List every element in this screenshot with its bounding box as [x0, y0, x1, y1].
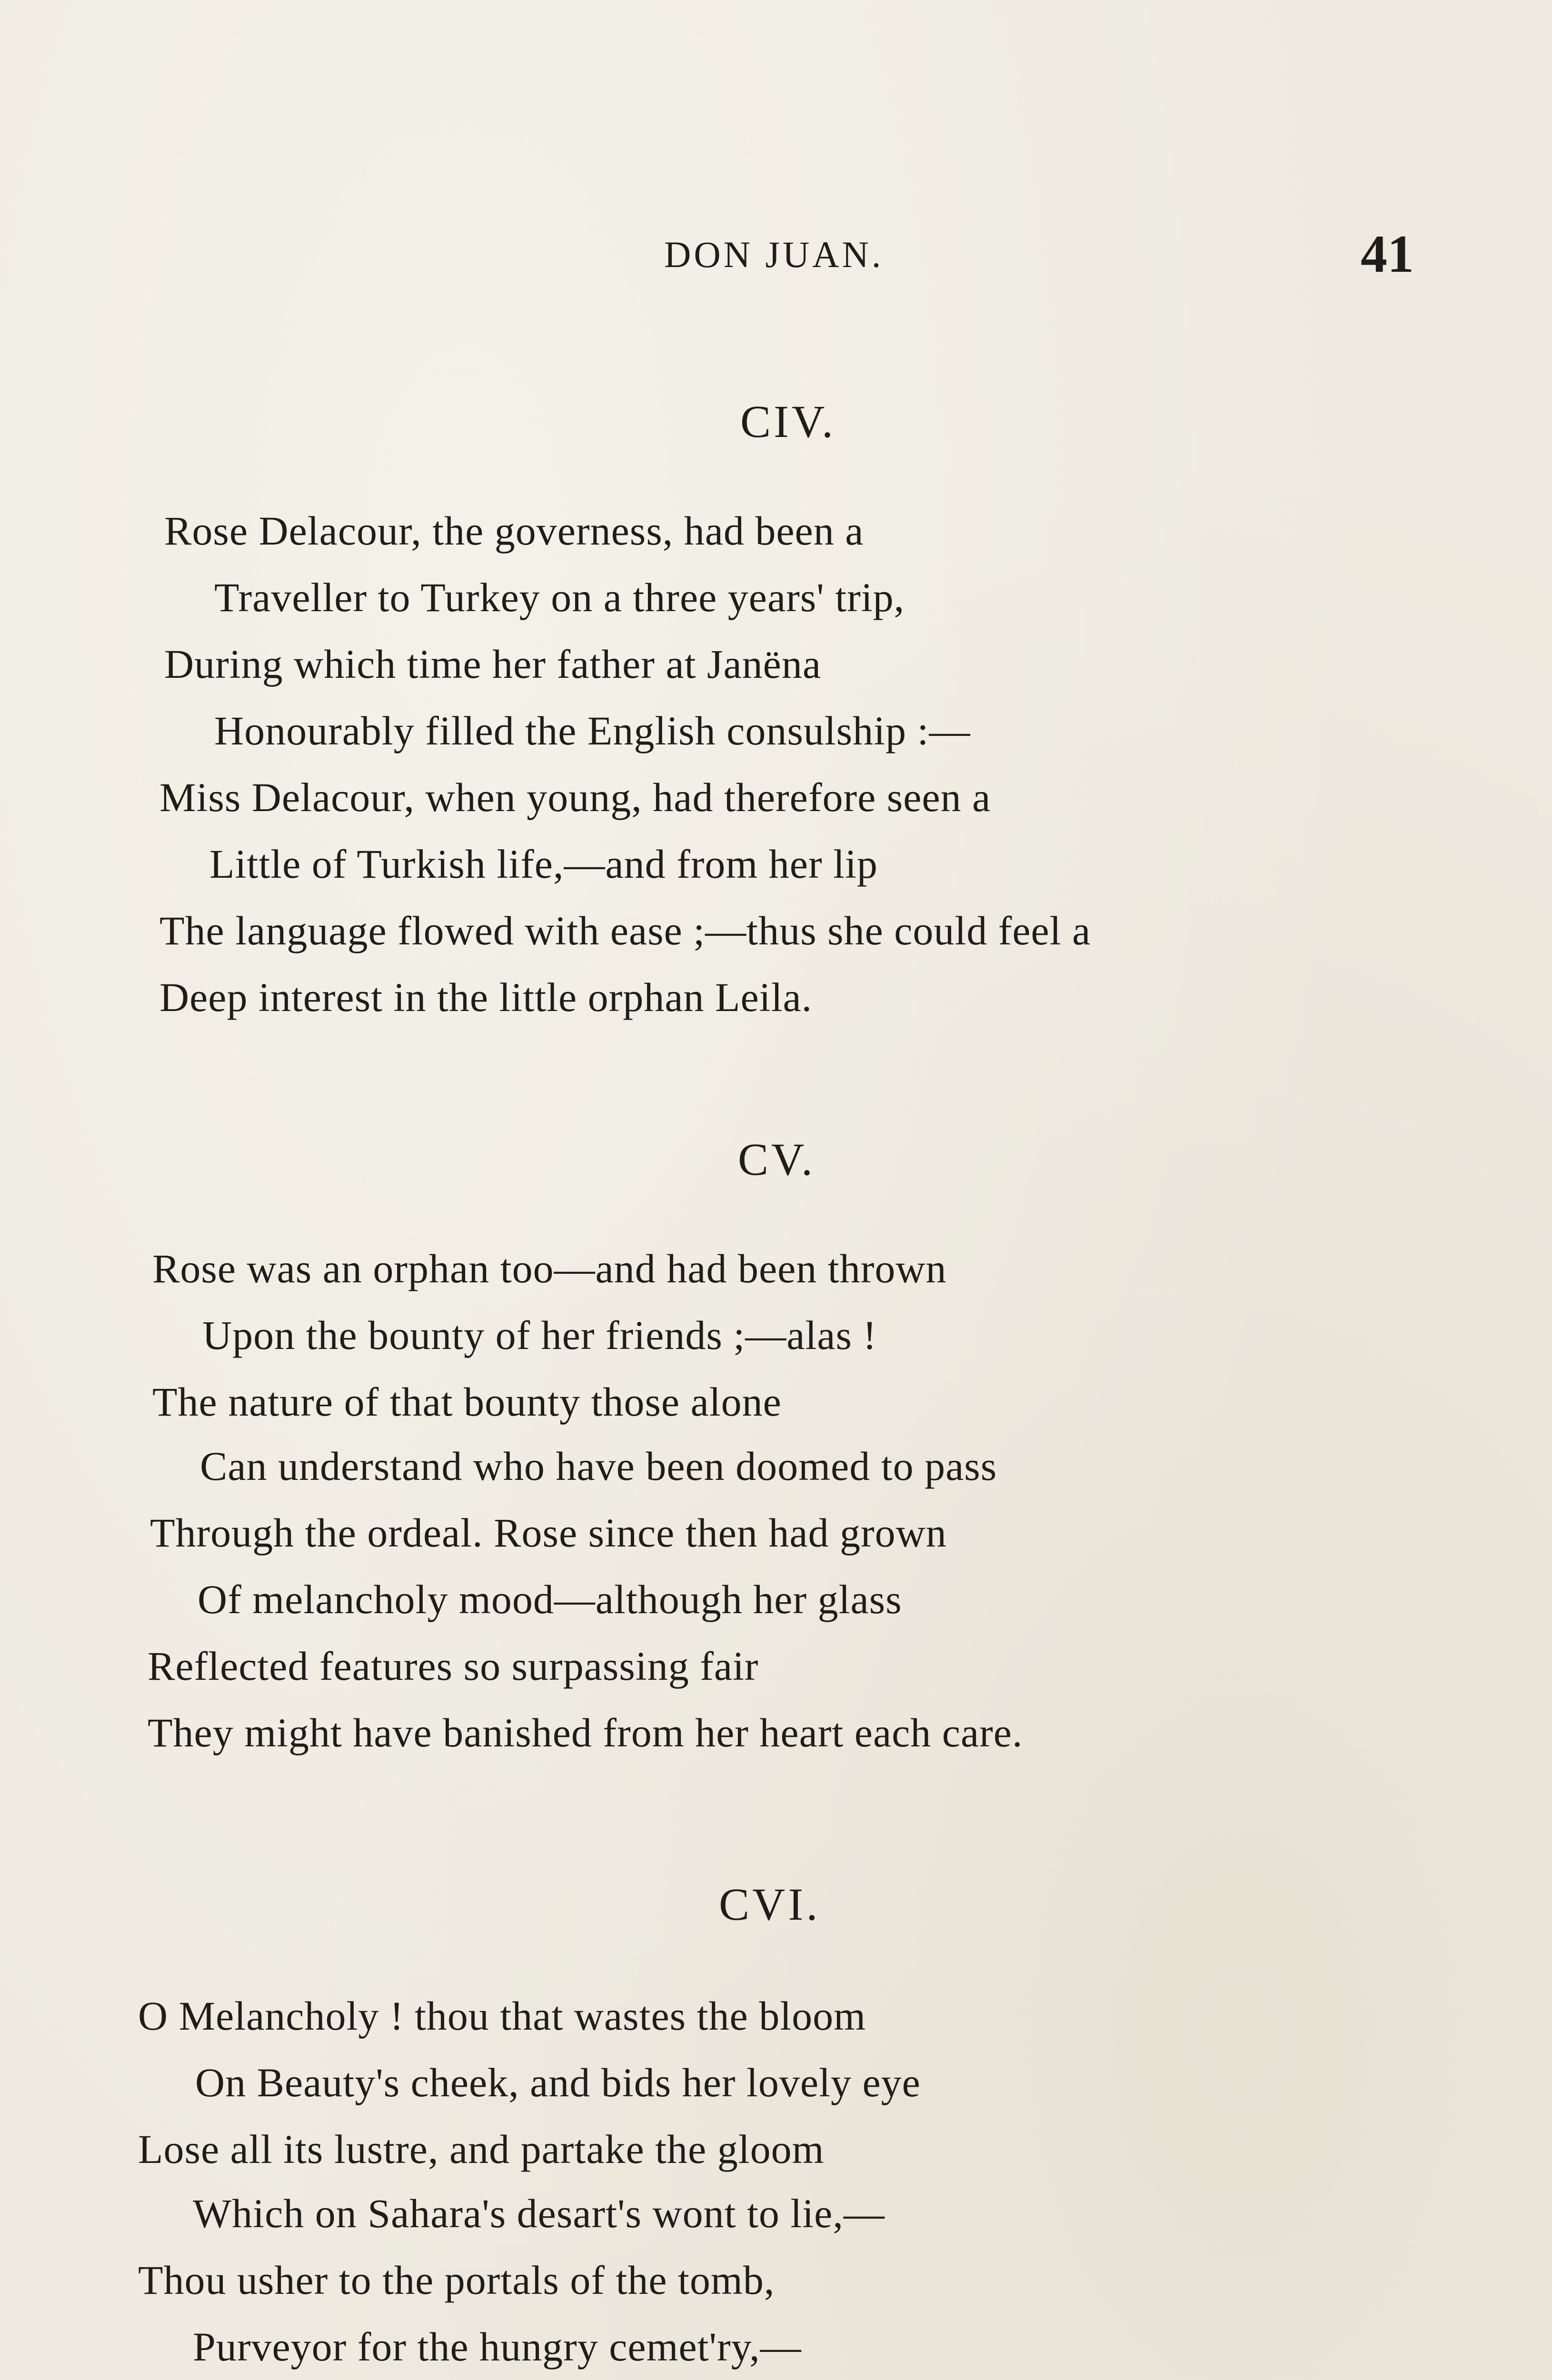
- running-title: DON JUAN.: [664, 234, 884, 275]
- verse-line: Can understand who have been doomed to pass: [200, 1443, 997, 1489]
- stanza-number: CV.: [738, 1134, 816, 1185]
- page-header: [0, 224, 1552, 290]
- verse-line: Reflected features so surpassing fair: [148, 1643, 759, 1689]
- verse-line: Which on Sahara's desart's wont to lie,—: [193, 2191, 885, 2236]
- verse-line: Rose Delacour, the governess, had been a: [164, 508, 864, 554]
- verse-line: Thou usher to the portals of the tomb,: [138, 2257, 775, 2303]
- verse-line: The language flowed with ease ;—thus she could feel a: [159, 908, 1091, 953]
- verse-line: Traveller to Turkey on a three years' trip,: [214, 575, 905, 620]
- stanza-number: CVI.: [719, 1879, 821, 1930]
- verse-line: Upon the bounty of her friends ;—alas !: [202, 1312, 877, 1358]
- verse-line: Rose was an orphan too—and had been thrown: [152, 1246, 947, 1291]
- page-number: 41: [1361, 225, 1414, 284]
- verse-line: Purveyor for the hungry cemet'ry,—: [193, 2324, 802, 2370]
- verse-line: During which time her father at Janëna: [164, 641, 822, 687]
- verse-line: Of melancholy mood—although her glass: [198, 1577, 902, 1622]
- verse-line: Deep interest in the little orphan Leila.: [159, 974, 813, 1020]
- stanza-number: CIV.: [740, 396, 836, 447]
- verse-line: The nature of that bounty those alone: [152, 1379, 782, 1425]
- verse-line: Through the ordeal. Rose since then had grown: [150, 1510, 947, 1556]
- verse-line: Lose all its lustre, and partake the gloom: [138, 2126, 825, 2172]
- verse-line: Honourably filled the English consulship :—: [214, 708, 971, 754]
- verse-line: On Beauty's cheek, and bids her lovely eye: [195, 2060, 921, 2105]
- verse-line: Miss Delacour, when young, had therefore seen a: [159, 774, 991, 820]
- verse-line: O Melancholy ! thou that wastes the bloom: [138, 1993, 866, 2039]
- verse-line: Little of Turkish life,—and from her lip: [209, 841, 878, 887]
- verse-line: They might have banished from her heart each care.: [148, 1710, 1023, 1755]
